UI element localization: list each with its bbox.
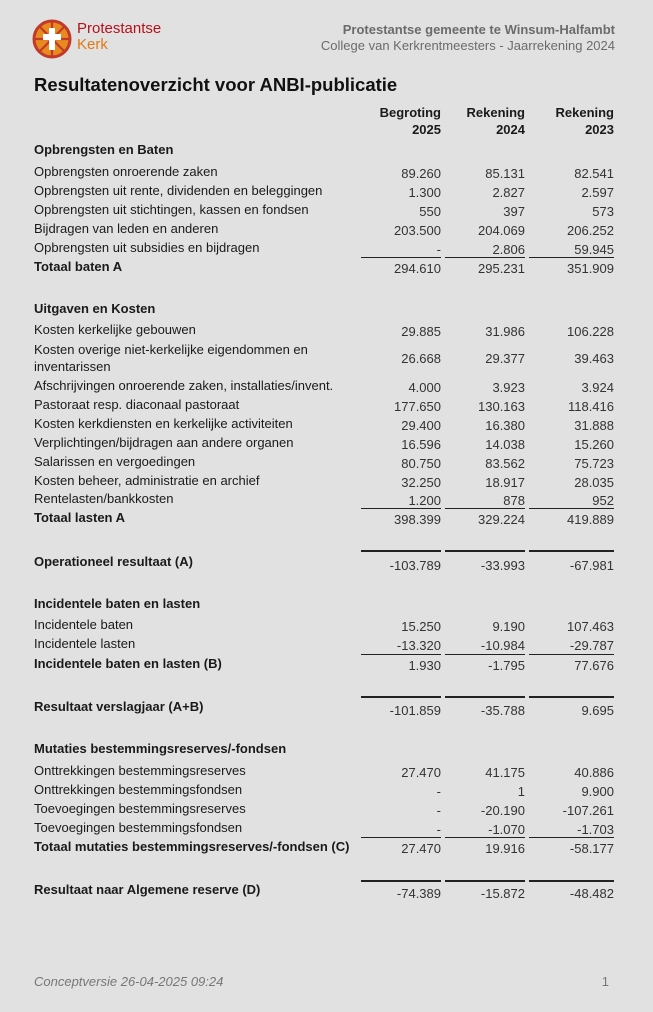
section-heading-mutaties: Mutaties bestemmingsreserves/-fondsen <box>34 741 287 756</box>
subtotal-rule <box>445 654 525 655</box>
column-header-begroting-2025: Begroting 2025 <box>379 105 441 137</box>
subtotal-rule <box>361 257 441 258</box>
section-heading-lasten: Uitgaven en Kosten <box>34 301 156 316</box>
table-row: Bijdragen van leden en anderen 203.500 204.069 206.252 <box>34 221 614 238</box>
table-row: Onttrekkingen bestemmingsreserves 27.470 41.175 40.886 <box>34 763 614 780</box>
result-row: Resultaat naar Algemene reserve (D) -74.389 -15.872 -48.482 <box>34 882 614 901</box>
organization-name: Protestantse gemeente te Winsum-Halfambt <box>342 22 615 37</box>
column-header-rekening-2023: Rekening 2023 <box>555 105 614 137</box>
subtotal-rule <box>529 837 614 838</box>
document-subtitle: College van Kerkrentmeesters - Jaarrekening 2024 <box>320 38 615 53</box>
result-row: Resultaat verslagjaar (A+B) -101.859 -35.788 9.695 <box>34 699 614 718</box>
church-logo <box>32 19 172 59</box>
subtotal-rule <box>361 837 441 838</box>
table-row: Verplichtingen/bijdragen aan andere organen 16.596 14.038 15.260 <box>34 435 614 452</box>
table-row: Opbrengsten uit stichtingen, kassen en fondsen 550 397 573 <box>34 202 614 219</box>
total-row: Totaal lasten A 398.399 329.224 419.889 <box>34 510 614 527</box>
subtotal-rule <box>529 508 614 509</box>
result-row: Operationeel resultaat (A) -103.789 -33.993 -67.981 <box>34 554 614 573</box>
logo-line1: Protestantse <box>77 20 162 37</box>
result-rule <box>529 550 614 552</box>
table-row: Opbrengsten uit subsidies en bijdragen - 2.806 59.945 <box>34 240 614 257</box>
subtotal-rule <box>361 508 441 509</box>
result-rule <box>361 550 441 552</box>
table-row: Salarissen en vergoedingen 80.750 83.562 75.723 <box>34 454 614 471</box>
section-heading-baten: Opbrengsten en Baten <box>34 142 174 157</box>
subtotal-rule <box>361 654 441 655</box>
table-row: Kosten kerkdiensten en kerkelijke activiteiten 29.400 16.380 31.888 <box>34 416 614 433</box>
section-heading-incidenteel: Incidentele baten en lasten <box>34 596 201 611</box>
table-row: Kosten kerkelijke gebouwen 29.885 31.986 106.228 <box>34 322 614 339</box>
table-row: Toevoegingen bestemmingsreserves - -20.190 -107.261 <box>34 801 614 818</box>
total-row: Totaal mutaties bestemmingsreserves/-fondsen (C) 27.470 19.916 -58.177 <box>34 839 614 856</box>
subtotal-rule <box>445 508 525 509</box>
church-emblem-icon <box>32 19 72 59</box>
subtotal-rule <box>529 257 614 258</box>
result-rule <box>361 696 441 698</box>
table-row: Opbrengsten onroerende zaken 89.260 85.131 82.541 <box>34 164 614 181</box>
table-row: Onttrekkingen bestemmingsfondsen - 1 9.900 <box>34 782 614 799</box>
subtotal-rule <box>445 837 525 838</box>
subtotal-rule <box>529 654 614 655</box>
total-row: Totaal baten A 294.610 295.231 351.909 <box>34 259 614 276</box>
logo-line2: Kerk <box>77 36 108 53</box>
table-row: Incidentele lasten -13.320 -10.984 -29.787 <box>34 636 614 653</box>
table-row: Opbrengsten uit rente, dividenden en beleggingen 1.300 2.827 2.597 <box>34 183 614 200</box>
result-rule <box>529 696 614 698</box>
result-rule <box>445 696 525 698</box>
table-row: Kosten overige niet-kerkelijke eigendommen en inventarissen 26.668 29.377 39.463 <box>34 342 614 374</box>
subtotal-rule <box>445 257 525 258</box>
table-row: Kosten beheer, administratie en archief 32.250 18.917 28.035 <box>34 473 614 490</box>
column-header-rekening-2024: Rekening 2024 <box>466 105 525 137</box>
table-row: Toevoegingen bestemmingsfondsen - -1.070 -1.703 <box>34 820 614 837</box>
table-row: Afschrijvingen onroerende zaken, installaties/invent. 4.000 3.923 3.924 <box>34 378 614 395</box>
table-row: Rentelasten/bankkosten 1.200 878 952 <box>34 491 614 508</box>
result-rule <box>445 550 525 552</box>
version-footer: Conceptversie 26-04-2025 09:24 <box>34 974 224 989</box>
table-row: Pastoraat resp. diaconaal pastoraat 177.650 130.163 118.416 <box>34 397 614 414</box>
total-row: Incidentele baten en lasten (B) 1.930 -1.795 77.676 <box>34 656 614 673</box>
page-number: 1 <box>601 974 609 989</box>
page-title: Resultatenoverzicht voor ANBI-publicatie <box>34 74 398 95</box>
table-row: Incidentele baten 15.250 9.190 107.463 <box>34 617 614 634</box>
